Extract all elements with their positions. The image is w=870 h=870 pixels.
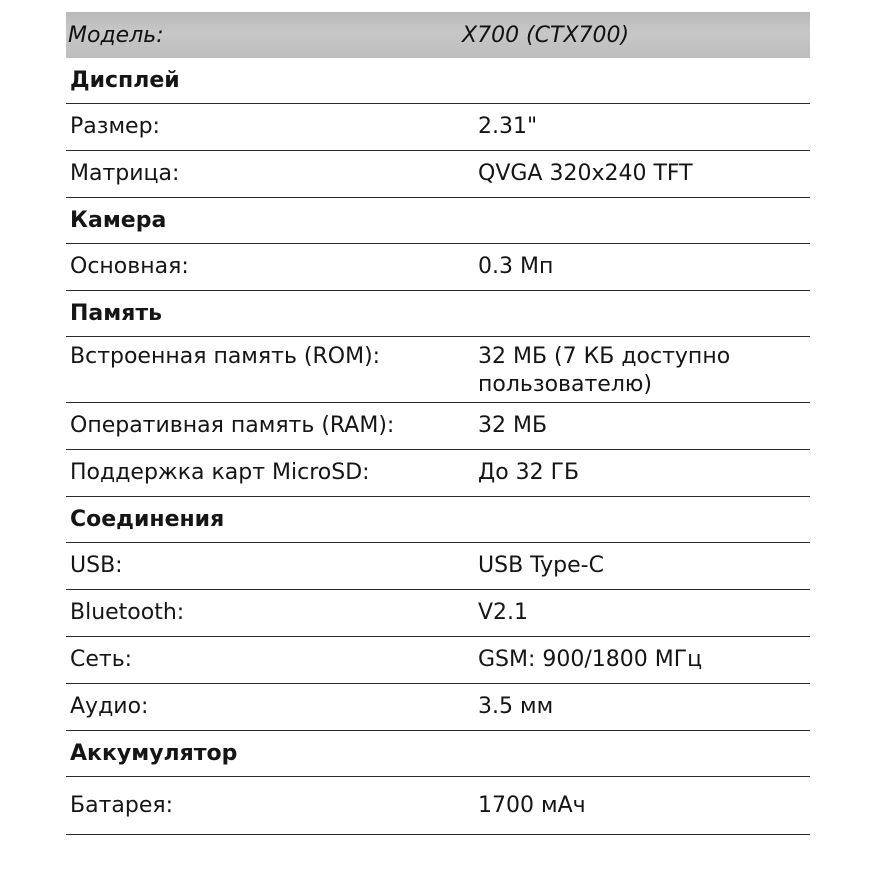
spec-label: Bluetooth:: [70, 600, 185, 625]
section-connections: Соединения: [66, 497, 810, 543]
spec-table: [66, 12, 810, 835]
spec-label: Размер:: [70, 114, 160, 139]
spec-label: Батарея:: [70, 792, 174, 818]
spec-label: USB:: [70, 553, 123, 578]
spec-label: Поддержка карт MicroSD:: [70, 460, 370, 485]
spec-value: До 32 ГБ: [478, 460, 580, 485]
spec-row-main-camera: [66, 244, 810, 291]
section-camera: Камера: [66, 198, 810, 244]
spec-value: 32 МБ: [478, 413, 548, 438]
spec-value: USB Type-C: [478, 553, 604, 578]
section-memory: Память: [66, 291, 810, 337]
spec-row-matrix: [66, 151, 810, 198]
spec-value: 32 МБ (7 КБ доступно пользователю): [478, 344, 731, 397]
spec-value: GSM: 900/1800 МГц: [478, 647, 703, 672]
spec-value: QVGA 320x240 TFT: [478, 161, 693, 186]
spec-row-microsd: [66, 450, 810, 497]
spec-value: V2.1: [478, 600, 529, 625]
spec-row-ram: [66, 403, 810, 450]
spec-value: 0.3 Мп: [478, 254, 554, 279]
spec-label: Матрица:: [70, 161, 180, 186]
spec-value: 2.31": [478, 114, 538, 139]
section-battery: Аккумулятор: [66, 731, 810, 777]
spec-row-size: [66, 104, 810, 151]
spec-value: 3.5 мм: [478, 694, 554, 719]
spec-row-usb: [66, 543, 810, 590]
spec-label: Сеть:: [70, 647, 133, 672]
spec-label: Встроенная память (ROM):: [70, 344, 381, 369]
spec-row-audio: [66, 684, 810, 731]
spec-label: Основная:: [70, 254, 189, 279]
spec-label: Оперативная память (RAM):: [70, 413, 395, 438]
model-header-row: [66, 12, 810, 58]
spec-row-network: [66, 637, 810, 684]
spec-row-bluetooth: [66, 590, 810, 637]
spec-value: 1700 мАч: [478, 792, 586, 818]
spec-row-battery: [66, 777, 810, 835]
spec-row-rom: [66, 337, 810, 403]
spec-label: Аудио:: [70, 694, 149, 719]
model-value: X700 (CTX700): [462, 22, 630, 48]
model-label: Модель:: [68, 22, 164, 48]
section-display: Дисплей: [66, 58, 810, 104]
